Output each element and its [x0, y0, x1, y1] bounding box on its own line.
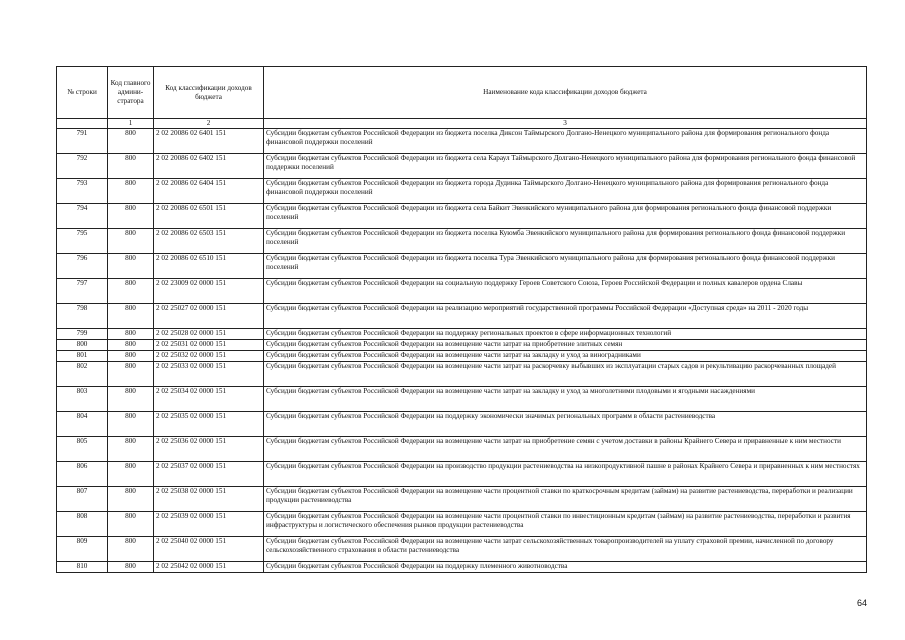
classification-name-cell: Субсидии бюджетам субъектов Российской Федерации на поддержку племенного животноводства: [264, 562, 867, 573]
row-number-cell: 800: [57, 340, 108, 351]
row-number-cell: 796: [57, 254, 108, 279]
column-number: 3: [264, 119, 867, 129]
admin-code-cell: 800: [108, 129, 154, 154]
admin-code-cell: 800: [108, 204, 154, 229]
admin-code-cell: 800: [108, 340, 154, 351]
header-admin: Код главного админи-стратора: [108, 67, 154, 119]
header-row-no: № строки: [57, 67, 108, 119]
row-number-cell: 806: [57, 462, 108, 487]
table-row: [57, 362, 867, 387]
classification-code-cell: 2 02 25037 02 0000 151: [154, 462, 264, 487]
classification-name-cell: Субсидии бюджетам субъектов Российской Федерации на возмещение части процентной ставки по инвестиционным кредитам (займам) на развитие растениеводства, переработки и развития инфраструктуры и логистического обеспечения рынков продукции растениеводства: [264, 512, 867, 537]
table-row: [57, 537, 867, 562]
table-row: [57, 279, 867, 304]
admin-code-cell: 800: [108, 362, 154, 387]
table-row: [57, 487, 867, 512]
classification-name-cell: Субсидии бюджетам субъектов Российской Федерации из бюджета поселка Куюмба Эвенкийского муниципального района для формирования регионального фонда финансовой поддержки поселений: [264, 229, 867, 254]
classification-name-cell: Субсидии бюджетам субъектов Российской Федерации на возмещение части затрат на закладку и уход за многолетними плодовыми и ягодными насаждениями: [264, 387, 867, 412]
table-row: [57, 512, 867, 537]
row-number-cell: 807: [57, 487, 108, 512]
row-number-cell: 808: [57, 512, 108, 537]
row-number-cell: 803: [57, 387, 108, 412]
row-number-cell: 797: [57, 279, 108, 304]
row-number-cell: 809: [57, 537, 108, 562]
table-row: [57, 562, 867, 573]
row-number-cell: 810: [57, 562, 108, 573]
classification-name-cell: Субсидии бюджетам субъектов Российской Федерации на возмещение части затрат на приобретение элитных семян: [264, 340, 867, 351]
classification-code-cell: 2 02 25033 02 0000 151: [154, 362, 264, 387]
row-number-cell: 792: [57, 154, 108, 179]
row-number-cell: 794: [57, 204, 108, 229]
admin-code-cell: 800: [108, 254, 154, 279]
column-number: 2: [154, 119, 264, 129]
classification-name-cell: Субсидии бюджетам субъектов Российской Федерации из бюджета села Байкит Эвенкийского муниципального района для формирования регионального фонда финансовой поддержки поселений: [264, 204, 867, 229]
column-number-empty: [57, 119, 108, 129]
table-row: [57, 254, 867, 279]
classification-name-cell: Субсидии бюджетам субъектов Российской Федерации на поддержку экономически значимых региональных программ в области растениеводства: [264, 412, 867, 437]
admin-code-cell: 800: [108, 512, 154, 537]
classification-code-cell: 2 02 25031 02 0000 151: [154, 340, 264, 351]
table-row: [57, 204, 867, 229]
classification-code-cell: 2 02 25038 02 0000 151: [154, 487, 264, 512]
budget-classification-table: [56, 66, 867, 573]
classification-code-cell: 2 02 20086 02 6401 151: [154, 129, 264, 154]
header-name: Наименование кода классификации доходов бюджета: [264, 67, 867, 119]
row-number-cell: 793: [57, 179, 108, 204]
admin-code-cell: 800: [108, 329, 154, 340]
classification-name-cell: Субсидии бюджетам субъектов Российской Федерации из бюджета поселка Тура Эвенкийского муниципального района для формирования регионального фонда финансовой поддержки поселений: [264, 254, 867, 279]
table-row: [57, 412, 867, 437]
classification-name-cell: Субсидии бюджетам субъектов Российской Федерации на возмещение части затрат сельскохозяйственных товаропроизводителей на уплату страховой премии, начисленной по договору сельскохозяйственного страхования в области растениеводства: [264, 537, 867, 562]
row-number-cell: 801: [57, 351, 108, 362]
classification-code-cell: 2 02 20086 02 6404 151: [154, 179, 264, 204]
admin-code-cell: 800: [108, 154, 154, 179]
admin-code-cell: 800: [108, 387, 154, 412]
classification-code-cell: 2 02 23009 02 0000 151: [154, 279, 264, 304]
table-row: [57, 387, 867, 412]
admin-code-cell: 800: [108, 229, 154, 254]
table-row: [57, 154, 867, 179]
classification-code-cell: 2 02 25039 02 0000 151: [154, 512, 264, 537]
classification-name-cell: Субсидии бюджетам субъектов Российской Федерации на возмещение части затрат на приобретение семян с учетом доставки в районы Крайнего Севера и приравненные к ним местности: [264, 437, 867, 462]
table-row: [57, 179, 867, 204]
page-number: 64: [856, 598, 867, 608]
classification-name-cell: Субсидии бюджетам субъектов Российской Федерации на возмещение части затрат на раскорчевку выбывших из эксплуатации старых садов и рекультивацию раскорчеванных площадей: [264, 362, 867, 387]
admin-code-cell: 800: [108, 487, 154, 512]
classification-name-cell: Субсидии бюджетам субъектов Российской Федерации из бюджета города Дудинка Таймырского Долгано-Ненецкого муниципального района для формирования регионального фонда финансовой поддержки поселений: [264, 179, 867, 204]
row-number-cell: 791: [57, 129, 108, 154]
classification-code-cell: 2 02 20086 02 6402 151: [154, 154, 264, 179]
header-code: Код классификации доходов бюджета: [154, 67, 264, 119]
row-number-cell: 804: [57, 412, 108, 437]
classification-name-cell: Субсидии бюджетам субъектов Российской Федерации из бюджета поселка Диксон Таймырского Долгано-Ненецкого муниципального района для формирования регионального фонда финансовой поддержки поселений: [264, 129, 867, 154]
classification-name-cell: Субсидии бюджетам субъектов Российской Федерации из бюджета села Караул Таймырского Долгано-Ненецкого муниципального района для формирования регионального фонда финансовой поддержки поселений: [264, 154, 867, 179]
admin-code-cell: 800: [108, 304, 154, 329]
classification-name-cell: Субсидии бюджетам субъектов Российской Федерации на социальную поддержку Героев Советского Союза, Героев Российской Федерации и полных кавалеров ордена Славы: [264, 279, 867, 304]
table-row: [57, 304, 867, 329]
admin-code-cell: 800: [108, 462, 154, 487]
classification-code-cell: 2 02 25032 02 0000 151: [154, 351, 264, 362]
classification-code-cell: 2 02 20086 02 6510 151: [154, 254, 264, 279]
classification-name-cell: Субсидии бюджетам субъектов Российской Федерации на производство продукции растениеводства на низкопродуктивной пашне в районах Крайнего Севера и приравненных к ним местностях: [264, 462, 867, 487]
admin-code-cell: 800: [108, 562, 154, 573]
table-row: [57, 437, 867, 462]
classification-code-cell: 2 02 25028 02 0000 151: [154, 329, 264, 340]
classification-code-cell: 2 02 25027 02 0000 151: [154, 304, 264, 329]
column-number: 1: [108, 119, 154, 129]
classification-code-cell: 2 02 25034 02 0000 151: [154, 387, 264, 412]
admin-code-cell: 800: [108, 537, 154, 562]
classification-code-cell: 2 02 25036 02 0000 151: [154, 437, 264, 462]
classification-name-cell: Субсидии бюджетам субъектов Российской Федерации на поддержку региональных проектов в сфере информационных технологий: [264, 329, 867, 340]
classification-code-cell: 2 02 25042 02 0000 151: [154, 562, 264, 573]
classification-code-cell: 2 02 25040 02 0000 151: [154, 537, 264, 562]
table-row: [57, 351, 867, 362]
row-number-cell: 798: [57, 304, 108, 329]
table-body: [57, 129, 867, 573]
row-number-cell: 799: [57, 329, 108, 340]
classification-name-cell: Субсидии бюджетам субъектов Российской Федерации на возмещение части затрат на закладку и уход за виноградниками: [264, 351, 867, 362]
table-row: [57, 229, 867, 254]
table-row: [57, 462, 867, 487]
classification-name-cell: Субсидии бюджетам субъектов Российской Федерации на возмещение части процентной ставки по краткосрочным кредитам (займам) на развитие растениеводства, переработки и реализации продукции растениеводства: [264, 487, 867, 512]
classification-name-cell: Субсидии бюджетам субъектов Российской Федерации на реализацию мероприятий государственной программы Российской Федерации «Доступная среда» на 2011 - 2020 годы: [264, 304, 867, 329]
classification-code-cell: 2 02 25035 02 0000 151: [154, 412, 264, 437]
admin-code-cell: 800: [108, 437, 154, 462]
admin-code-cell: 800: [108, 351, 154, 362]
table-row: [57, 340, 867, 351]
table-row: [57, 329, 867, 340]
admin-code-cell: 800: [108, 179, 154, 204]
row-number-cell: 805: [57, 437, 108, 462]
classification-code-cell: 2 02 20086 02 6503 151: [154, 229, 264, 254]
admin-code-cell: 800: [108, 412, 154, 437]
row-number-cell: 802: [57, 362, 108, 387]
table-row: [57, 129, 867, 154]
classification-code-cell: 2 02 20086 02 6501 151: [154, 204, 264, 229]
column-numbers-row: [57, 119, 867, 129]
table-header: [57, 67, 867, 129]
row-number-cell: 795: [57, 229, 108, 254]
admin-code-cell: 800: [108, 279, 154, 304]
